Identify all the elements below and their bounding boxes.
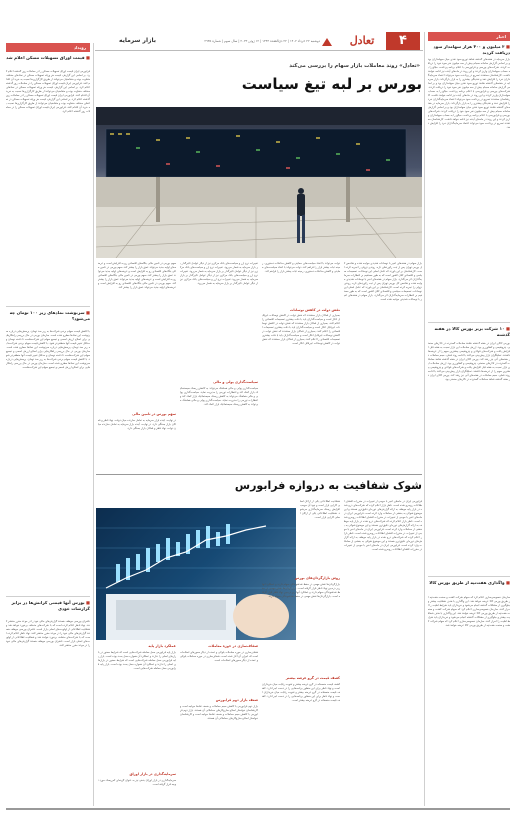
left-headline-3: ■ بورس آنها قیمتی کرانش‌ها در برابر گزارشات خودی <box>11 600 90 611</box>
right-article-2: بورس کالای ایران در هفته گذشته شاهد معاملات گسترده در تالارهای صنعتی، پتروشیمی و کشاورزی بود. ارزش معاملات این بازار نسبت به هفته قبل افزایش یافت و شرکت‌های فولادی و پتروشیمی بیشترین سهم را از عرضه‌ها داشتند. تحلیلگران بازار پیش‌بینی می‌کنند با ادامه روند فعلی، حجم معاملات در هفته‌های آتی نیز رشد کند. بورس کالای ایران در هفته گذشته شاهد معاملات گسترده در تالارهای صنعتی، پتروشیمی و کشاورزی بود. ارزش معاملات این بازار نسبت به هفته قبل افزایش یافت و شرکت‌های فولادی و پتروشیمی بیشترین سهم را از عرضه‌ها داشتند. تحلیلگران بازار پیش‌بینی می‌کنند با ادامه روند فعلی، حجم معاملات در هفته‌های آتی نیز رشد کند. بورس کالای ایران در هفته گذشته شاهد معاملات گسترده در تالارهای صنعتی بود. <box>428 342 510 381</box>
right-divider-2 <box>428 576 510 577</box>
section-title: بازار سرمایه <box>118 37 156 44</box>
left-article-2: با کاهش قیمت سهام برخی شرکت‌ها به زیر صد تومان، پرسش‌هایی درباره سرنوشت این نمادها مطرح شده است. سازمان بورس در حال بررسی راهکارهایی برای اصلاح ارزش اسمی و تجمیع سهام این شرکت‌هاست تا دامنه نوسان و حداقل تغییر قیمت آنها منطقی‌تر شود. با کاهش قیمت سهام برخی شرکت‌ها به زیر صد تومان، پرسش‌هایی درباره سرنوشت این نمادها مطرح شده است. سازمان بورس در حال بررسی راهکارهایی برای اصلاح ارزش اسمی و تجمیع سهام این شرکت‌هاست تا دامنه نوسان و حداقل تغییر قیمت آنها منطقی‌تر شود. با کاهش قیمت سهام برخی شرکت‌ها به زیر صد تومان، پرسش‌هایی درباره سرنوشت این نمادها مطرح شده است. سازمان بورس در حال بررسی راهکارهایی برای اصلاح ارزش اسمی و تجمیع سهام این شرکت‌هاست. <box>6 330 90 369</box>
right-headline-3: ■ واگذاری هفت‌تپه از طریق بورس کالا <box>429 580 510 585</box>
second-headline: شوک شفافیت به دروازه فرابورس <box>234 479 422 492</box>
news-tab: اخبار <box>428 32 510 41</box>
main-article-col-2a: دولت می‌تواند با اتخاذ سیاست‌های حمایتی و کاهش مداخلات دستوری، زمینه ثبات بیشتر بازار را فراهم کند. دولت می‌تواند با اتخاذ سیاست‌های حمایتی و کاهش مداخلات دستوری، زمینه ثبات بیشتر بازار را فراهم کند. <box>262 262 340 273</box>
second-article-col-2a: شفافیت اطلاعاتی یکی از ارکان اصلی کارایی بازار است و نبود آن موجب افزایش ریسک سرمایه‌گذاری می‌شود. شفافیت اطلاعاتی یکی از ارکان اصلی کارایی بازار است. <box>300 500 340 519</box>
right-headline-1: ■ ۳ میلیون و ۴۰۰ هزار سهامدار سود دریافت کردند <box>433 44 510 55</box>
main-article-col-3b: سیاست‌گذاری پولی و مالی هماهنگ می‌تواند به کاهش ریسک سیستماتیک بازار کمک کند و انتظارات تورمی را مدیریت نماید. سیاست‌گذاری پولی و مالی هماهنگ می‌تواند به کاهش ریسک سیستماتیک بازار کمک کند و انتظارات تورمی را مدیریت نماید. سیاست‌گذاری پولی و مالی هماهنگ می‌تواند به کاهش ریسک سیستماتیک بازار کمک کند. <box>180 387 258 406</box>
second-subhead-6: سرمایه‌گذاری در بازار اوراق <box>129 772 176 776</box>
main-headline: بورس بر لبه تیغ سیاست <box>241 75 422 93</box>
left-divider-1 <box>6 306 90 307</box>
second-article-col-1: فرابورس ایران در ماه‌های اخیر با موجی از تغییرات در مقررات افشای اطلاعات روبه‌رو شده است. ناظر بازار اعلام کرده که شرکت‌های درج شده در بازار پایه موظف به ارائه گزارش‌های دوره‌ای دقیق‌تری هستند و این موضوع شوکی به بخشی از معاملات وارد کرده است. فرابورس ایران در ماه‌های اخیر با موجی از تغییرات در مقررات افشای اطلاعات روبه‌رو شده است. ناظر بازار اعلام کرده که شرکت‌های درج شده در بازار پایه موظف به ارائه گزارش‌های دوره‌ای دقیق‌تری هستند و این موضوع شوکی به بخشی از معاملات وارد کرده است. فرابورس ایران در ماه‌های اخیر با موجی از تغییرات در مقررات افشای اطلاعات روبه‌رو شده است. ناظر بازار اعلام کرده که شرکت‌های درج شده در بازار پایه موظف به ارائه گزارش‌های دوره‌ای دقیق‌تری هستند و این موضوع شوکی به بخشی از معاملات وارد کرده است. فرابورس ایران در ماه‌های اخیر با موجی از تغییرات در مقررات افشای اطلاعات روبه‌رو شده است. <box>344 500 422 551</box>
logo-triangle-icon <box>322 38 332 46</box>
second-subhead-4: ضعف بازار دوم فرابورس <box>215 698 258 702</box>
main-article-col-1: بازار سهام در هفته‌های اخیر با نوسانات شدیدی مواجه شده و شاخص کل بورس تهران پس از ثبت رکوردهای تازه، روندی نزولی را تجربه کرده است. کارشناسان بر این باورند که عامل اصلی این نوسانات، تصمیمات سیاسی و اقتصادی کلان کشور است که به طور مستقیم بر انتظارات سرمایه‌گذاران اثر می‌گذارد. بازار سهام در هفته‌های اخیر با نوسانات شدیدی مواجه شده و شاخص کل بورس تهران پس از ثبت رکوردهای تازه، روندی نزولی را تجربه کرده است. کارشناسان بر این باورند که عامل اصلی این نوسانات، تصمیمات سیاسی و اقتصادی کلان کشور است که به طور مستقیم بر انتظارات سرمایه‌گذاران اثر می‌گذارد. بازار سهام در هفته‌های اخیر با نوسانات شدیدی مواجه شده است. <box>344 262 422 301</box>
second-subhead-1: روش بازارگردان‌های بورس <box>294 576 340 580</box>
second-subhead-5: عملکرد بازار پایه <box>148 644 176 648</box>
left-divider-2 <box>6 596 90 597</box>
left-article-1: فرابورس ایران قیمت اوراق تسهیلات مسکن را در معاملات روز گذشته اعلام کرد. بر اساس این گزارش، قیمت هر ورقه تسهیلات مسکن در نمادهای مختلف متفاوت بوده و متقاضیان می‌توانند از طریق کارگزاری‌ها نسبت به خرید آن اقدام کنند. فرابورس ایران قیمت اوراق تسهیلات مسکن را در معاملات روز گذشته اعلام کرد. بر اساس این گزارش، قیمت هر ورقه تسهیلات مسکن در نمادهای مختلف متفاوت بوده و متقاضیان می‌توانند از طریق کارگزاری‌ها نسبت به خرید آن اقدام کنند. فرابورس ایران قیمت اوراق تسهیلات مسکن را در معاملات روز گذشته اعلام کرد. بر اساس این گزارش، قیمت هر ورقه تسهیلات مسکن در نمادهای مختلف متفاوت بوده و متقاضیان می‌توانند از طریق کارگزاری‌ها نسبت به خرید آن اقدام کنند. فرابورس ایران قیمت اوراق تسهیلات مسکن را در معاملات روز گذشته اعلام کرد. <box>6 70 90 113</box>
left-article-3: ناشران بورسی موظف هستند گزارش‌های مالی خود را در موعد مقرر منتشر کنند. نهاد ناظر اعلام کرده است که با شرکت‌های متخلف برخورد خواهد شد و شفافیت اطلاعاتی از اولویت‌های اصلی بازار است. ناشران بورسی موظف هستند گزارش‌های مالی خود را در موعد مقرر منتشر کنند. نهاد ناظر اعلام کرده است که با شرکت‌های متخلف برخورد خواهد شد و شفافیت اطلاعاتی از اولویت‌های اصلی بازار است. ناشران بورسی موظف هستند گزارش‌های مالی خود را در موعد مقرر منتشر کنند. <box>6 620 90 647</box>
second-article-col-4a: بازار پایه فرابورس محل معامله شرکت‌هایی است که شرایط حضور در بازارهای اصلی را ندارند و عملکرد آن همواره محل بحث بوده است. بازار پایه فرابورس محل معامله شرکت‌هایی است که شرایط حضور در بازارهای اصلی را ندارند و عملکرد آن همواره محل بحث بوده است. بازار پایه فرابورس محل معامله شرکت‌هایی است. <box>98 651 176 670</box>
main-subhead-3: سهم بورس در تامین مالی <box>132 412 176 416</box>
story-divider <box>96 474 422 475</box>
newspaper-logo: تعادل <box>349 34 375 47</box>
second-article-col-3a: شفاف‌سازی در حوزه معاملات بلوکی و عمده از دیگر محورهای اصلاحات است که اجرای آن آغاز شده است. شفاف‌سازی در حوزه معاملات بلوکی و عمده از دیگر محورهای اصلاحات است. <box>180 651 258 662</box>
main-article-col-2b: بسیاری از فعالان بازار معتقدند که نقش دولت در کاهش نوسانات غیرقابل انکار است و سیاست‌گذاران باید با دقت بیشتری تصمیمات اقتصادی را اعلام کنند. بسیاری از فعالان بازار معتقدند که نقش دولت در کاهش نوسانات غیرقابل انکار است و سیاست‌گذاران باید با دقت بیشتری تصمیمات اقتصادی را اعلام کنند. بسیاری از فعالان بازار معتقدند که نقش دولت در کاهش نوسانات غیرقابل انکار است و سیاست‌گذاران باید با دقت بیشتری تصمیمات اقتصادی را اعلام کنند. بسیاری از فعالان بازار معتقدند که نقش دولت در کاهش نوسانات غیرقابل انکار است. <box>262 314 340 345</box>
main-article-col-4a: سهم بورس در تامین مالی بنگاه‌های اقتصادی رو به افزایش است و عرضه‌های اولیه جدید می‌تواند عمق بازار را بیشتر کند. سهم بورس در تامین مالی بنگاه‌های اقتصادی رو به افزایش است و عرضه‌های اولیه جدید می‌تواند عمق بازار را بیشتر کند. سهم بورس در تامین مالی بنگاه‌های اقتصادی رو به افزایش است و عرضه‌های اولیه جدید می‌تواند عمق بازار را بیشتر کند. سهم بورس در تامین مالی بنگاه‌های اقتصادی رو به افزایش است و عرضه‌های اولیه جدید می‌تواند عمق بازار را بیشتر کند. <box>98 262 176 289</box>
right-headline-2: ■ ۱۰ شرکت برتر بورس کالا در هفته گذشته <box>434 326 510 337</box>
second-article-col-2b: بازارگردان‌ها نقش مهمی در حفظ نقدشوندگی سهام دارند و عملکرد آنها زیر ذره‌بین نهاد ناظر قرار گرفته است. بازارگردان‌ها نقش مهمی در حفظ نقدشوندگی سهام دارند و عملکرد آنها زیر ذره‌بین نهاد ناظر قرار گرفته است. بازارگردان‌ها نقش مهمی در حفظ نقدشوندگی سهام دارند. <box>262 583 340 598</box>
second-subhead-2: کشف قیمت در گرو عرضه بیشتر <box>285 676 340 680</box>
second-article-col-4b: سرمایه‌گذاری در بازار اوراق بدهی نیز به عنوان گزینه‌ای کم‌ریسک مورد توجه قرار گرفته است. <box>98 779 176 786</box>
main-article-col-4b: در نهایت، آینده بازار سرمایه به تعامل سازنده میان دولت، نهاد ناظر و فعالان بازار بستگی دارد. در نهایت، آینده بازار سرمایه به تعامل سازنده میان دولت، نهاد ناظر و فعالان بازار بستگی دارد. <box>98 419 176 430</box>
column-rule-left <box>93 43 94 806</box>
main-article-col-3a: تغییرات نرخ ارز و سیاست‌های بانک مرکزی نیز از دیگر عوامل تاثیرگذار بر بازار سرمایه به شمار می‌رود. تغییرات نرخ ارز و سیاست‌های بانک مرکزی نیز از دیگر عوامل تاثیرگذار بر بازار سرمایه به شمار می‌رود. تغییرات نرخ ارز و سیاست‌های بانک مرکزی نیز از دیگر عوامل تاثیرگذار بر بازار سرمایه به شمار می‌رود. تغییرات نرخ ارز و سیاست‌های بانک مرکزی نیز از دیگر عوامل تاثیرگذار بر بازار سرمایه به شمار می‌رود. <box>180 262 258 285</box>
main-kicker: «تعادل» روند معاملات بازار سهام را بررسی می‌کند <box>289 63 420 69</box>
footer-rule <box>6 808 510 810</box>
right-article-1: بازار سرمایه در هفته‌های گذشته شاهد توزیع سود نقدی میان سهامداران بود و بر اساس گزارش سامانه سجام بیش از سه میلیون نفر سود خود را دریافت کردند. شرکت‌های بورسی و فرابورسی با اعلام برنامه پرداخت، مبالغ را به حساب سهامداران واریز کردند و این روند در ماه‌های آینده نیز ادامه خواهد داشت. کارشناسان معتقدند تسریع در پرداخت سود می‌تواند اعتماد سرمایه‌گذاران خرد را افزایش دهد و نقدینگی بیشتری را به بازار بازگرداند. بازار سرمایه در هفته‌های گذشته شاهد توزیع سود نقدی میان سهامداران بود و بر اساس گزارش سامانه سجام بیش از سه میلیون نفر سود خود را دریافت کردند. شرکت‌های بورسی و فرابورسی با اعلام برنامه پرداخت، مبالغ را به حساب سهامداران واریز کردند و این روند در ماه‌های آینده نیز ادامه خواهد داشت. کارشناسان معتقدند تسریع در پرداخت سود می‌تواند اعتماد سرمایه‌گذاران خرد را افزایش دهد و نقدینگی بیشتری را به بازار بازگرداند. بازار سرمایه در هفته‌های گذشته شاهد توزیع سود نقدی میان سهامداران بود و بر اساس گزارش سامانه سجام بیش از سه میلیون نفر سود خود را دریافت کردند. شرکت‌های بورسی و فرابورسی با اعلام برنامه پرداخت، مبالغ را به حساب سهامداران واریز کردند و این روند در ماه‌های آینده نیز ادامه خواهد داشت. کارشناسان معتقدند تسریع در پرداخت سود می‌تواند اعتماد سرمایه‌گذاران خرد را افزایش دهد. <box>428 58 510 129</box>
right-article-3: سازمان خصوصی‌سازی اعلام کرد که سهام شرکت کشت و صنعت هفت‌تپه از طریق بورس کالا عرضه خواهد شد. این واگذاری با هدف شفافیت بیشتر و جلوگیری از مشکلات گذشته انجام می‌شود و خریداران باید شرایط اهلیت را احراز کنند. سازمان خصوصی‌سازی اعلام کرد که سهام شرکت کشت و صنعت هفت‌تپه از طریق بورس کالا عرضه خواهد شد. این واگذاری با هدف شفافیت بیشتر و جلوگیری از مشکلات گذشته انجام می‌شود و خریداران باید شرایط اهلیت را احراز کنند. سازمان خصوصی‌سازی اعلام کرد که سهام شرکت کشت و صنعت هفت‌تپه از طریق بورس کالا عرضه خواهد شد. <box>428 596 510 627</box>
column-rule-right <box>424 32 425 806</box>
left-headline-2: ■ سرنوشت نمادهای زیر ۱۰۰ تومان چه می‌شود؟ <box>9 310 90 321</box>
second-article-col-3b: بازار دوم فرابورس با کاهش حجم معاملات و ضعف تقاضا مواجه است و کارشناسان خواستار اصلاح سازوکارهای معاملاتی آن هستند. بازار دوم فرابورس با کاهش حجم معاملات و ضعف تقاضا مواجه است و کارشناسان خواستار اصلاح سازوکارهای معاملاتی آن هستند. <box>180 705 258 720</box>
date-issue-line: دوشنبه ۲۲ خرداد ۱۴۰۲ | ۲۲ ذی‌القعده ۱۴۴۴ | ۱۲ ژوئن ۲۰۲۳ | سال سوم | شماره ۲۹۳۵ <box>204 39 320 43</box>
second-article-col-2c: کشف قیمت منصفانه در گرو عرضه بیشتر و تقویت رقابت میان خریداران است و نهاد ناظر برای این منظور برنامه‌هایی را در دست اجرا دارد. کشف قیمت منصفانه در گرو عرضه بیشتر و تقویت رقابت میان خریداران است و نهاد ناظر برای این منظور برنامه‌هایی را در دست اجرا دارد. کشف قیمت منصفانه در گرو عرضه بیشتر است. <box>262 683 340 702</box>
left-headline-1: ■ قیمت اوراق تسهیلات مسکن اعلام شد <box>6 55 90 60</box>
main-subhead-2: سیاست‌گذاری پولی و مالی <box>213 380 258 384</box>
page-number: ۴ <box>386 32 420 50</box>
event-tab: رویداد <box>6 43 90 52</box>
second-subhead-3: شفاف‌سازی در حوزه معاملات <box>208 644 258 648</box>
stock-exchange-photo <box>96 107 422 258</box>
right-divider-1 <box>428 322 510 323</box>
main-subhead-1: نقش دولت در کاهش نوسانات <box>290 308 340 312</box>
